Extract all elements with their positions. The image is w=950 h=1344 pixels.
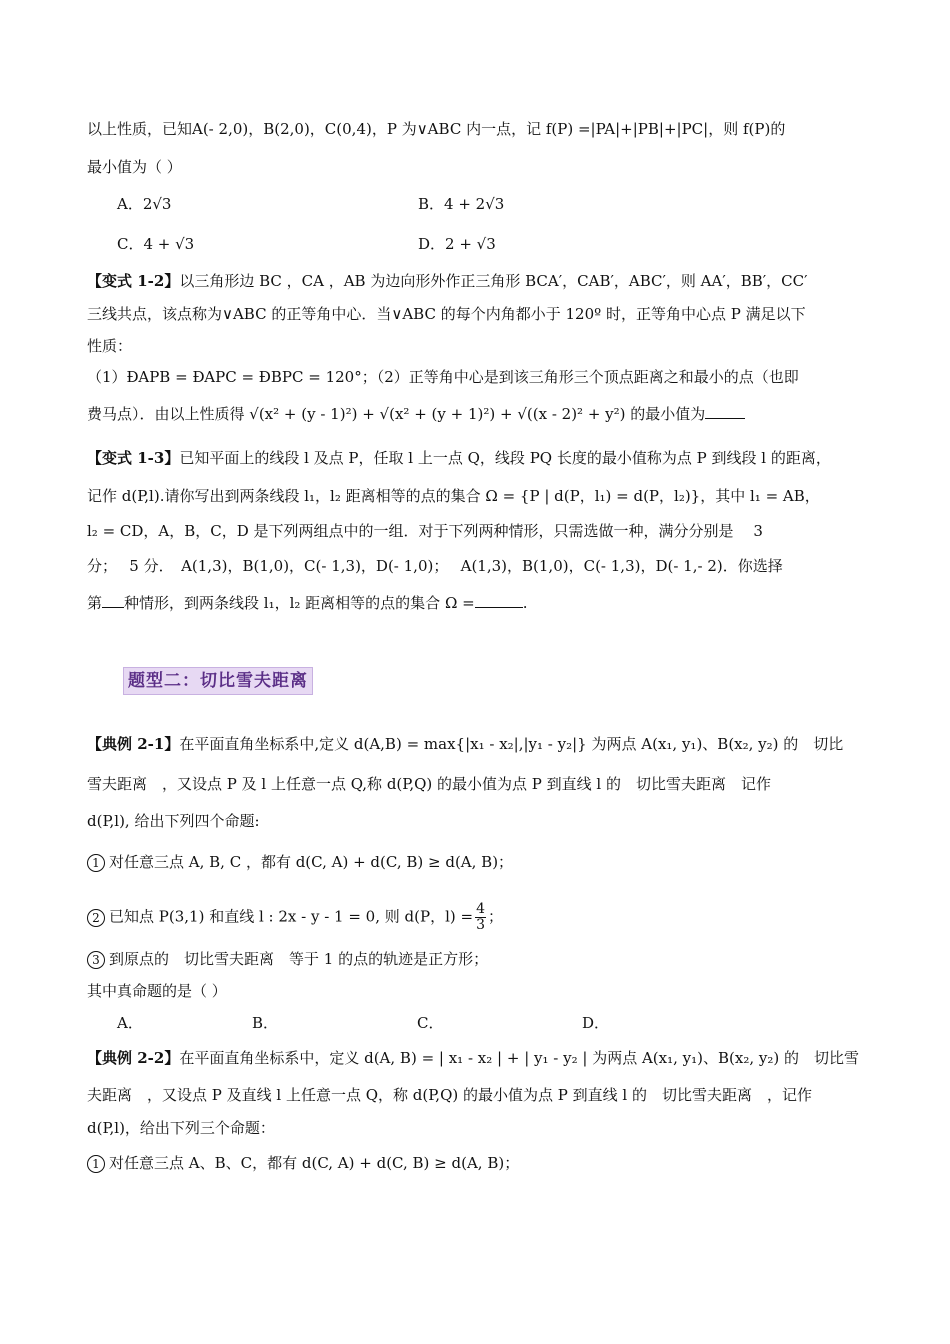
variant-1-3-line-2: 记作 d(P,l).请你写出到两条线段 l₁，l₂ 距离相等的点的集合 Ω = {P | d(P，l₁) = d(P，l₂)}，其中 l₁ = AB， — [87, 487, 820, 505]
example-2-2-line-1: 【典例 2-2】在平面直角坐标系中，定义 d(A, B) = | x₁ - x₂ | + | y₁ - y₂ | 为两点 A(x₁, y₁)、B(x₂, y₂) 的 切比雪 — [87, 1049, 859, 1067]
example-2-2-line-3: d(P,l)，给出下列三个命题： — [87, 1119, 275, 1137]
circled-number: 1 — [87, 1155, 105, 1173]
variant-tag: 【变式 1-3】 — [87, 449, 180, 467]
variant-1-3-line-1: 【变式 1-3】已知平面上的线段 l 及点 P，任取 l 上一点 Q，线段 PQ 长度的最小值称为点 P 到线段 l 的距离， — [87, 449, 831, 467]
example-2-2-line-2: 夫距离 ，又设点 P 及直线 l 上任意一点 Q，称 d(P,Q) 的最小值为点 P 到直线 l 的 切比雪夫距离 ，记作 — [87, 1086, 812, 1104]
section-heading: 题型二：切比雪夫距离 — [123, 667, 313, 695]
variant-1-2-line-2: 三线共点，该点称为∨ABC 的正等角中心．当∨ABC 的每个内角都小于 120º 时，正等角中心点 P 满足以下 — [87, 305, 806, 323]
fraction: $\frac{4}{3}$ — [476, 901, 485, 933]
variant-1-3-line-5: 第 种情形，到两条线段 l₁，l₂ 距离相等的点的集合 Ω = . — [87, 594, 528, 612]
option-d: D． — [582, 1014, 610, 1032]
option-c: C．4 + √3 — [117, 235, 195, 253]
example-2-1-line-3: d(P,l), 给出下列四个命题: — [87, 812, 260, 830]
answer-blank — [705, 404, 745, 419]
proposition-1: 1 对任意三点 A、B、C，都有 d(C, A) + d(C, B) ≥ d(A, B)； — [87, 1152, 519, 1174]
example-tag: 【典例 2-2】 — [87, 1049, 180, 1067]
problem-line: 最小值为（ ） — [87, 158, 182, 176]
problem-line: 以上性质，已知A(- 2,0)，B(2,0)，C(0,4)，P 为∨ABC 内一点，记 f(P) =|PA|+|PB|+|PC|，则 f(P)的 — [87, 120, 786, 138]
option-a: A． — [117, 1014, 143, 1032]
answer-blank — [475, 593, 523, 608]
variant-1-2-line-5: 费马点）．由以上性质得 √(x² + (y - 1)²) + √(x² + (y + 1)²) + √((x - 2)² + y²) 的最小值为 — [87, 403, 745, 425]
variant-1-2-line-3: 性质： — [87, 337, 133, 355]
proposition-3: 3 到原点的 切比雪夫距离 等于 1 的点的轨迹是正方形； — [87, 948, 488, 970]
option-b: B．4 + 2√3 — [418, 195, 505, 213]
option-d: D．2 + √3 — [418, 235, 496, 253]
answer-blank — [102, 593, 124, 608]
variant-1-2-line-1: 【变式 1-2】以三角形边 BC ，CA ，AB 为边向形外作正三角形 BCA′，CAB′，ABC′，则 AA′，BB′，CC′ — [87, 272, 808, 290]
option-c: C． — [417, 1014, 444, 1032]
variant-1-2-line-4: （1）ÐAPB = ÐAPC = ÐBPC = 120°；（2）正等角中心是到该三角形三个顶点距离之和最小的点（也即 — [87, 368, 799, 386]
example-tag: 【典例 2-1】 — [87, 735, 180, 753]
option-b: B． — [252, 1014, 279, 1032]
example-2-1-line-2: 雪夫距离 ，又设点 P 及 l 上任意一点 Q,称 d(P,Q) 的最小值为点 P 到直线 l 的 切比雪夫距离 记作 — [87, 775, 771, 793]
example-2-1-line-1: 【典例 2-1】在平面直角坐标系中,定义 d(A,B) = max{|x₁ - x₂|,|y₁ - y₂|} 为两点 A(x₁, y₁)、B(x₂, y₂) 的 切比 — [87, 735, 844, 753]
circled-number: 2 — [87, 909, 105, 927]
variant-tag: 【变式 1-2】 — [87, 272, 180, 290]
variant-1-3-line-4: 分； 5 分． A(1,3)，B(1,0)，C(- 1,3)，D(- 1,0)； A(1,3)，B(1,0)，C(- 1,3)，D(- 1,- 2)．你选择 — [87, 557, 783, 575]
question-line: 其中真命题的是（ ） — [87, 982, 227, 1000]
circled-number: 3 — [87, 951, 105, 969]
proposition-1: 1 对任意三点 A, B, C ，都有 d(C, A) + d(C, B) ≥ d(A, B)； — [87, 851, 513, 873]
variant-1-3-line-3: l₂ = CD，A，B，C，D 是下列两组点中的一组．对于下列两种情形，只需选做一种，满分分别是 3 — [87, 522, 763, 540]
circled-number: 1 — [87, 854, 105, 872]
proposition-2: 2 已知点 P(3,1) 和直线 l : 2x - y - 1 = 0, 则 d(P，l) = $\frac{4}{3}$ ； — [87, 902, 503, 933]
option-a: A．2√3 — [117, 195, 172, 213]
